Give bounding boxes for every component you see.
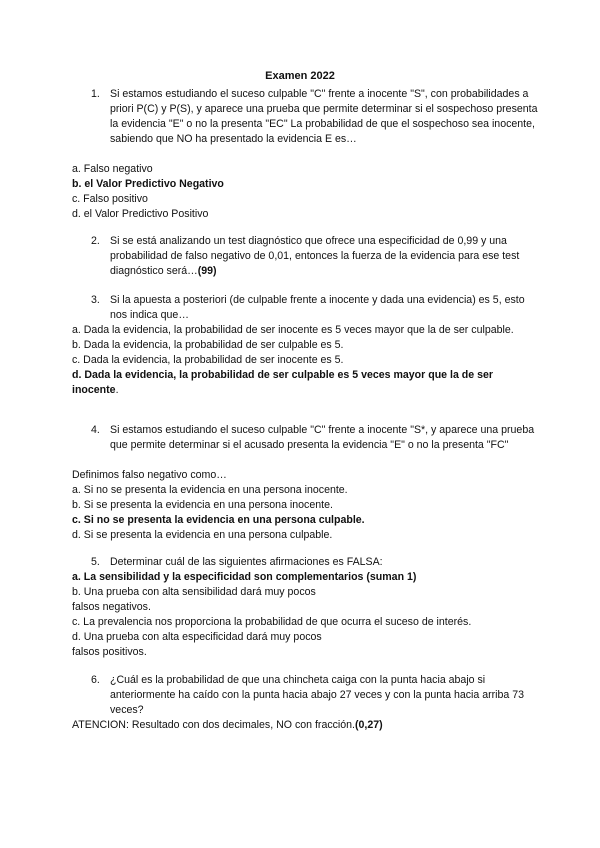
page-title: Examen 2022 xyxy=(265,70,335,82)
option-b-continued: falsos negativos. xyxy=(72,601,151,613)
option-b[interactable]: b. Si se presenta la evidencia en una persona inocente. xyxy=(72,499,333,511)
option-d[interactable]: d. Una prueba con alta especificidad dará muy pocos xyxy=(72,631,322,643)
question-text: 2. Si se está analizando un test diagnóstico que ofrece una especificidad de 0,99 y una probabilidad de falso negativo de 0,01, entonces la fuerza de la evidencia para ese test diagnóstico será…(99) xyxy=(91,235,520,277)
question-number: 1. xyxy=(91,88,100,100)
question-2 xyxy=(72,234,542,279)
option-b-correct[interactable]: b. el Valor Predictivo Negativo xyxy=(72,178,224,190)
question-4 xyxy=(72,423,542,453)
option-a[interactable]: a. Si no se presenta la evidencia en una persona inocente. xyxy=(72,484,348,496)
question-6 xyxy=(72,673,542,718)
question-3 xyxy=(72,293,542,323)
option-c[interactable]: c. La prevalencia nos proporciona la probabilidad de que ocurra el suceso de interés. xyxy=(72,616,472,628)
option-b[interactable]: b. Una prueba con alta sensibilidad dará muy pocos xyxy=(72,586,316,598)
answer-value: (99) xyxy=(197,265,217,277)
option-d-continued: falsos positivos. xyxy=(72,646,147,658)
option-c-correct[interactable]: c. Si no se presenta la evidencia en una persona culpable. xyxy=(72,514,365,526)
question-1 xyxy=(72,87,542,147)
option-a-correct[interactable]: a. La sensibilidad y la especificidad son complementarios (suman 1) xyxy=(72,571,417,583)
option-d[interactable]: d. Si se presenta la evidencia en una persona culpable. xyxy=(72,529,333,541)
option-b[interactable]: b. Dada la evidencia, la probabilidad de ser culpable es 5. xyxy=(72,339,344,351)
note-text: ATENCION: Resultado con dos decimales, NO con fracción. xyxy=(72,719,356,731)
question-number: 5. xyxy=(91,556,100,568)
question-number: 6. xyxy=(91,674,100,686)
option-a[interactable]: a. Dada la evidencia, la probabilidad de ser inocente es 5 veces mayor que la de ser culpable. xyxy=(72,324,514,336)
question-text: 6. ¿Cuál es la probabilidad de que una chincheta caiga con la punta hacia abajo si anteriormente ha caído con la punta hacia abajo 27 veces y con la punta hacia arriba 73 veces? xyxy=(91,674,525,716)
question-text: 5. Determinar cuál de las siguientes afirmaciones es FALSA: xyxy=(91,556,383,568)
answer-note-6 xyxy=(72,718,542,733)
option-d-correct[interactable]: d. Dada la evidencia, la probabilidad de ser culpable es 5 veces mayor que la de ser inocente. xyxy=(72,369,493,396)
question-number: 3. xyxy=(91,294,100,306)
question-number: 4. xyxy=(91,424,100,436)
answer-options-4 xyxy=(72,468,542,543)
question-5 xyxy=(72,555,542,570)
answer-value: (0,27) xyxy=(355,719,383,731)
option-c[interactable]: c. Dada la evidencia, la probabilidad de ser inocente es 5. xyxy=(72,354,344,366)
answer-options-1 xyxy=(72,162,542,222)
option-a[interactable]: a. Falso negativo xyxy=(72,163,153,175)
question-intro: Definimos falso negativo como… xyxy=(72,469,227,481)
answer-options-5 xyxy=(72,570,542,660)
question-text: 4. Si estamos estudiando el suceso culpable "C" frente a inocente "S*, y aparece una prueba que permite determinar si el acusado presenta la evidencia "E" o no la presenta "FC" xyxy=(91,424,535,451)
question-text: 3. Si la apuesta a posteriori (de culpable frente a inocente y dada una evidencia) es 5, esto nos indica que… xyxy=(91,294,525,321)
answer-options-3 xyxy=(72,323,542,398)
question-text: 1. Si estamos estudiando el suceso culpable "C" frente a inocente "S", con probabilidades a priori P(C) y P(S), y aparece una prueba que permite determinar si el sospechoso presenta la evidencia "E" o no la presenta "EC" La probabilidad de que el sospechoso sea inocente, sabiendo que NO ha presentado la evidencia E es… xyxy=(91,88,538,145)
option-c[interactable]: c. Falso positivo xyxy=(72,193,148,205)
question-number: 2. xyxy=(91,235,100,247)
option-d[interactable]: d. el Valor Predictivo Positivo xyxy=(72,208,209,220)
